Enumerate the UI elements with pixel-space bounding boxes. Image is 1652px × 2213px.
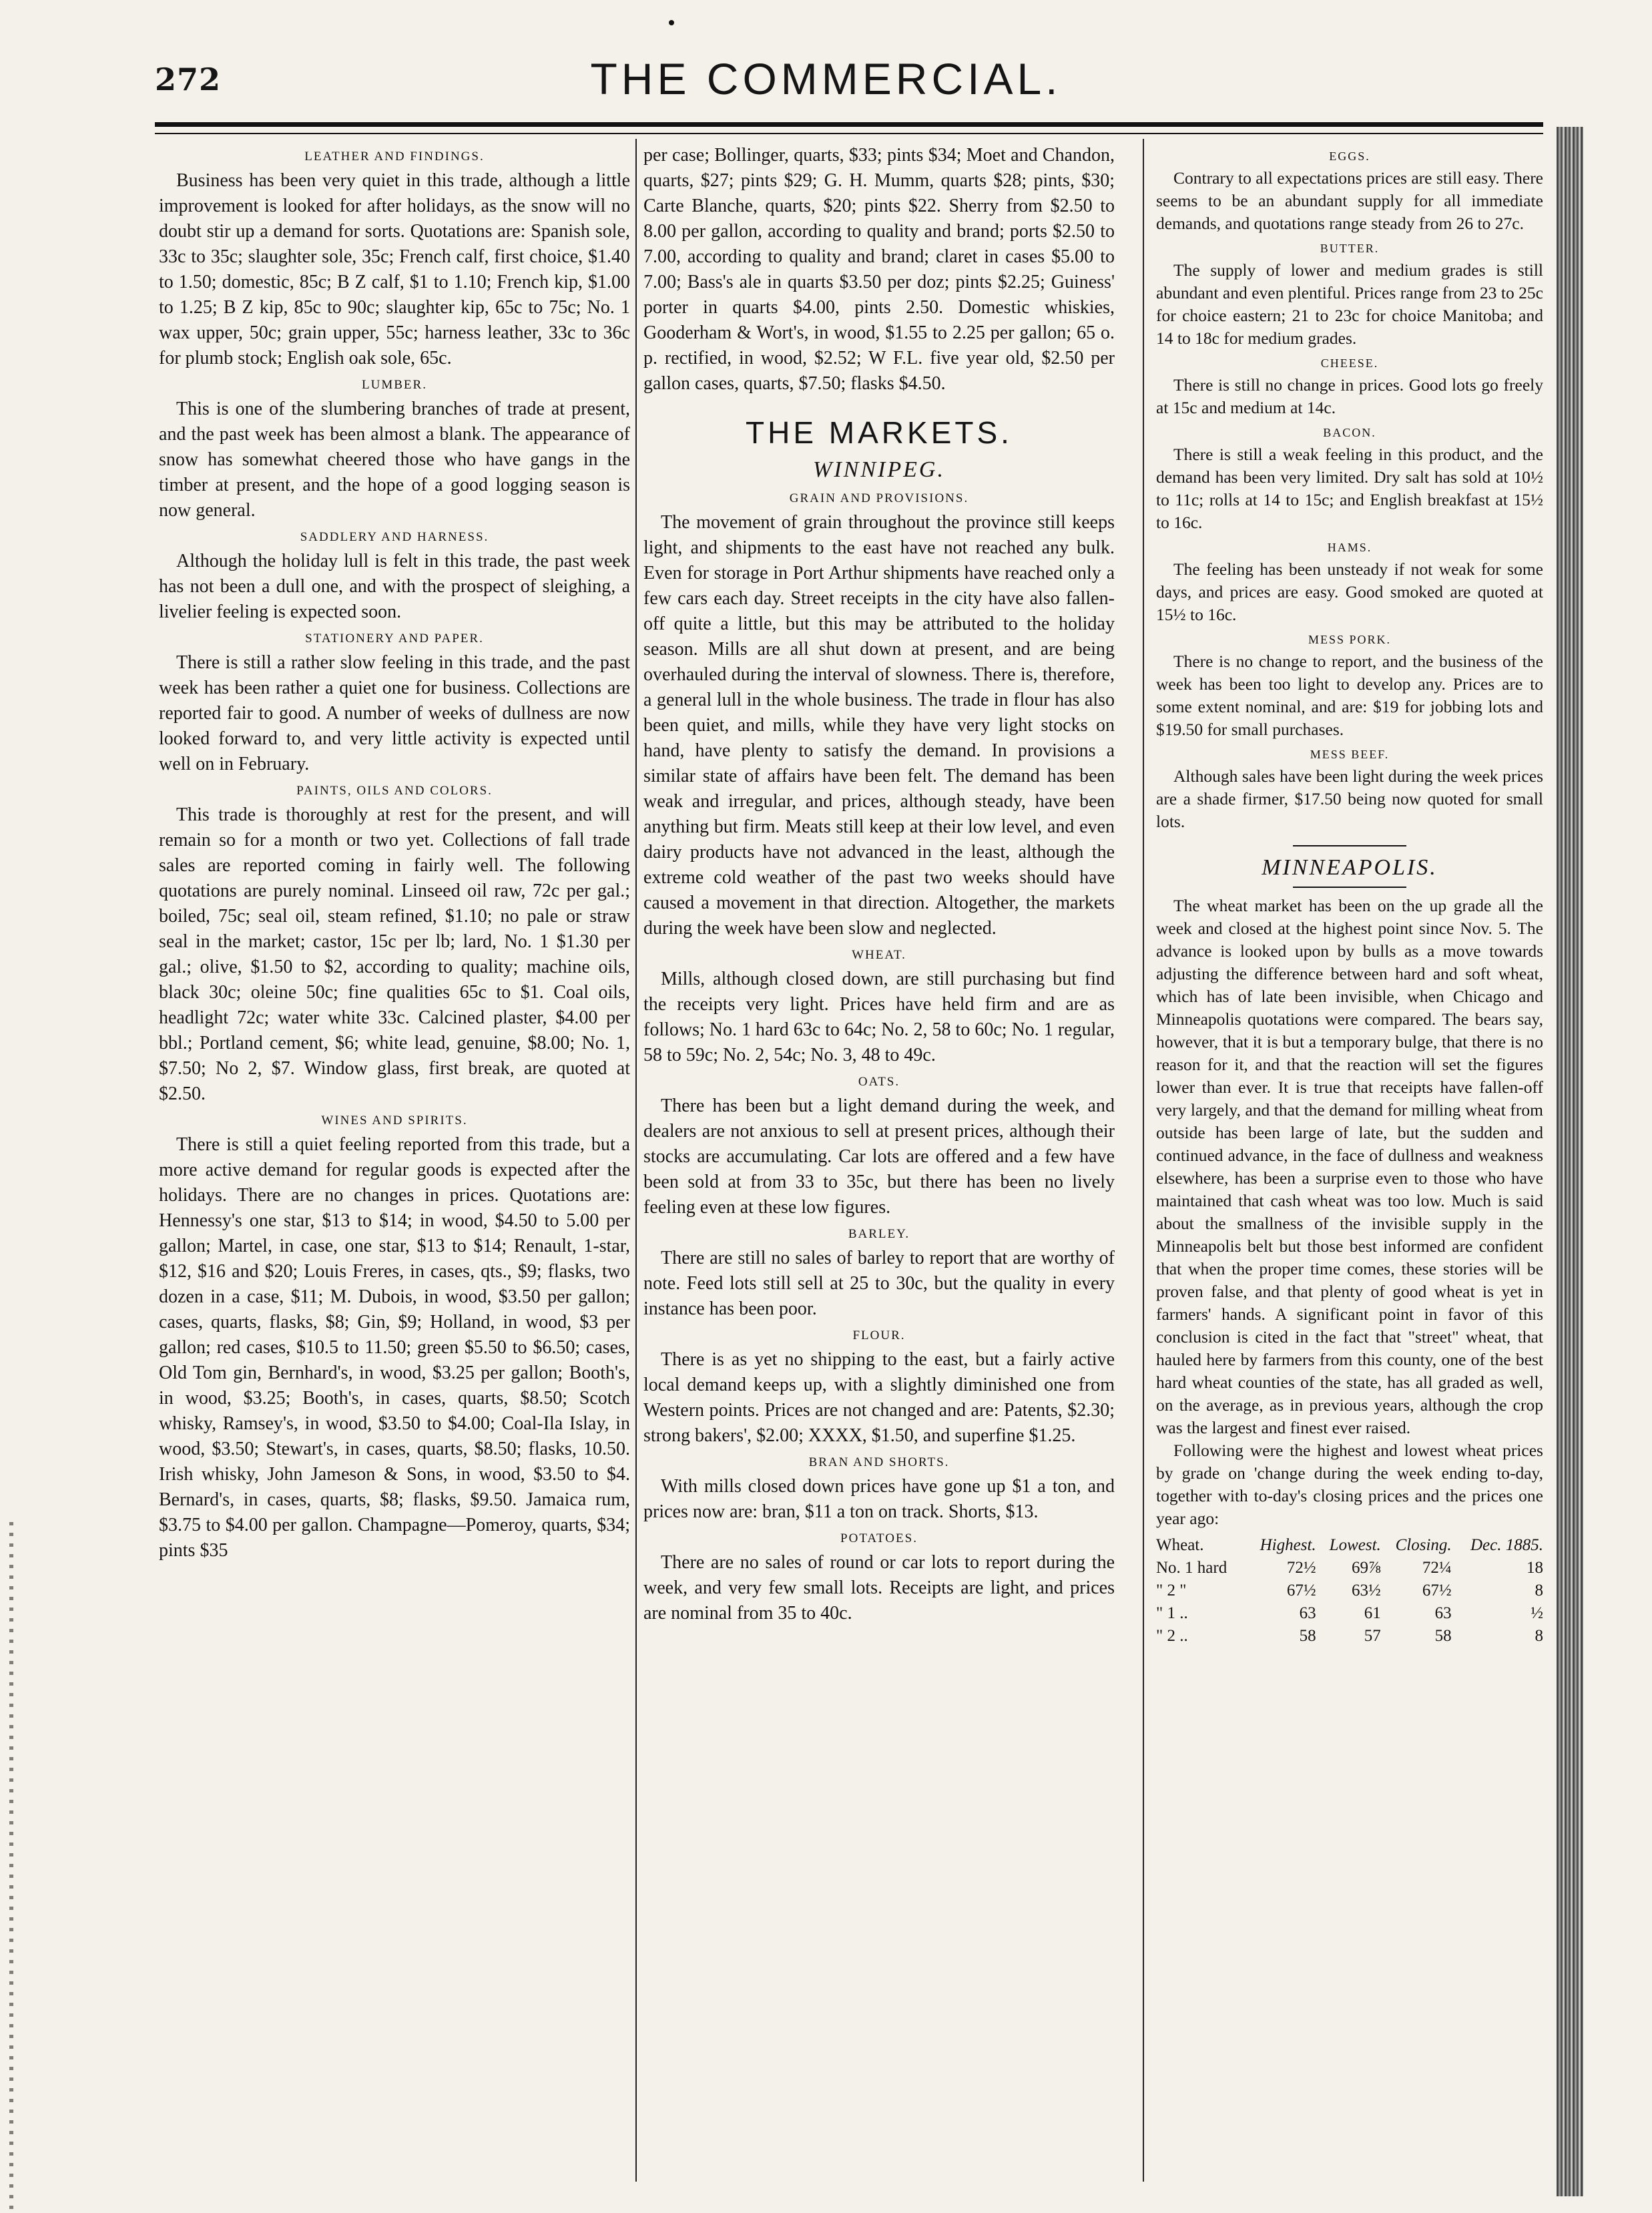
section-body: There is still no change in prices. Good lots go freely at 15c and medium at 14c.: [1156, 375, 1543, 417]
section-butter: [1156, 239, 1543, 350]
page-number: 272: [155, 61, 222, 97]
section-heading: STATIONERY AND PAPER.: [305, 632, 484, 646]
table-cell: 8: [1535, 1581, 1543, 1600]
section-heading: SADDLERY AND HARNESS.: [300, 530, 489, 544]
scan-edge-artifact: [1557, 127, 1583, 2196]
table-cell: ½: [1531, 1604, 1543, 1622]
minneapolis-paragraph: The wheat market has been on the up grade all the week and closed at the highest point since Nov. 5. The advance is looked upon by bulls as a move towards adjusting the difference between hard and soft wheat, which has of late been invisible, when Chicago and Minneapolis quotations were compared. The bears say, however, that it is but a temporary bulge, that there is no reason for it, and that the reaction will set the figures lower than ever. It is true that receipts have fallen-off very largely, and that the demand for milling wheat from outside has been large of late, but the sudden and continued advance, in the face of dullness and weakness elsewhere, has been a surprise even to those who have maintained that cash wheat was too low. Much is said about the smallness of the invisible supply in the Minneapolis belt but those best informed are confident that when the proper time comes, these stories will be proven false, and that plenty of good wheat is yet in farmers' hands. A significant point in favor of this conclusion is cited in the fact that "street" wheat, that hauled here by farmers from this county, one of the best hard wheat counties of the state, has all graded as well, on the average, as in previous years, although the crop was the largest and finest ever raised.: [1156, 896, 1543, 1437]
header-rule-thin: [155, 133, 1543, 134]
table-cell: 61: [1364, 1604, 1381, 1622]
city-heading-minneapolis: MINNEAPOLIS.: [1262, 855, 1438, 880]
section-body: There is still a quiet feeling reported from this trade, but a more active demand for regular goods is expected after the holidays. There are no changes in prices. Quotations are: Hennessy's one star, $13 to $14; in wood, $4.50 to 5.00 per gallon; Martel, in case, one star, $13 to $14; Renault, 1-star, $12, $16 and $20; Louis Freres, in cases, qts., $9; flasks, two dozen in a case, $11; M. Dubois, in wood, $3.50 per gallon; cases, quarts, flasks, $8; Gin, $9; Holland, in wood, $3 per gallon; red cases, $10.5 to 11.50; green $5.50 to $6.50; cases, Old Tom gin, Bernhard's, in wood, $3.25 per gallon; Booth's, in wood, $3.25; Booth's, in cases, quarts, $8.50; Scotch whisky, Ramsey's, in wood, $3.50 to $4.00; Coal-Ila Islay, in wood, $3.50; Stewart's, in cases, quarts, $8.50; flasks, 10.50. Irish whisky, John Jameson & Sons, in wood, $3.50 to $4. Bernard's, in cases, quarts, $8; flasks, $9.50. Jamaica rum, $3.75 to $4.00 per gallon. Champagne—Pomeroy, quarts, $34; pints $35: [159, 1134, 630, 1561]
section-divider: [1293, 845, 1406, 846]
table-cell: " 2 ..: [1156, 1627, 1188, 1645]
column-3: [1156, 143, 1543, 2179]
section-flour: [643, 1326, 1115, 1449]
section-body: There is as yet no shipping to the east, but a fairly active local demand keeps up, with a slightly diminished one from Western points. Prices are not changed and are: Patents, $2.30; strong bakers', $2.00; XXXX, $1.50, and superfine $1.25.: [643, 1349, 1115, 1446]
section-divider: [1293, 887, 1406, 888]
section-oats: [643, 1072, 1115, 1220]
scan-margin-marks: [9, 1522, 13, 2210]
markets-title: THE MARKETS.: [746, 415, 1013, 450]
masthead-title: THE COMMERCIAL.: [590, 54, 1062, 103]
section-saddlery: [159, 527, 630, 625]
table-cell: 67½: [1422, 1581, 1452, 1600]
table-row: [1156, 1579, 1543, 1602]
section-eggs: [1156, 147, 1543, 235]
section-heading: CHEESE.: [1320, 356, 1379, 370]
table-header-cell: Highest.: [1260, 1536, 1316, 1554]
section-body: Although sales have been light during the week prices are a shade firmer, $17.50 being now quoted for small lots.: [1156, 766, 1543, 831]
table-cell: 57: [1364, 1627, 1381, 1645]
table-cell: 69⅞: [1352, 1559, 1381, 1577]
section-body: There is still a rather slow feeling in this trade, and the past week has been rather a quiet one for business. Collections are reported fair to good. A number of weeks of dullness are now looked forward to, and very little activity is expected until well on in February.: [159, 652, 630, 774]
section-body: There are no sales of round or car lots to report during the week, and very few small lots. Receipts are light, and prices are nominal from 35 to 40c.: [643, 1552, 1115, 1624]
table-cell: 72¼: [1422, 1559, 1452, 1577]
section-heading: BACON.: [1323, 426, 1376, 439]
table-cell: 58: [1299, 1627, 1316, 1645]
section-heading: WHEAT.: [852, 948, 906, 962]
table-cell: 63: [1434, 1604, 1452, 1622]
city-heading-winnipeg: WINNIPEG.: [813, 457, 945, 482]
section-body: Mills, although closed down, are still purchasing but find the receipts very light. Prices have held firm and are as follows; No. 1 hard 63c to 64c; No. 2, 58 to 60c; No. 1 regular, 58 to 59c; No. 2, 54c; No. 3, 48 to 49c.: [643, 969, 1115, 1065]
section-heading: BARLEY.: [848, 1227, 910, 1241]
section-paints: [159, 781, 630, 1107]
section-lumber: [159, 375, 630, 523]
section-heading: BUTTER.: [1320, 242, 1380, 255]
section-body: There are still no sales of barley to report that are worthy of note. Feed lots still sell at 25 to 30c, but the quality in every instance has been poor.: [643, 1248, 1115, 1319]
table-cell: 63½: [1352, 1581, 1381, 1600]
section-bacon: [1156, 423, 1543, 534]
section-wheat: [643, 945, 1115, 1068]
ink-dot: [669, 20, 674, 25]
section-body: The feeling has been unsteady if not weak for some days, and prices are easy. Good smoked are quoted at 15½ to 16c.: [1156, 559, 1543, 624]
section-body: The supply of lower and medium grades is still abundant and even plentiful. Prices range from 23 to 25c for choice eastern; 21 to 23c for choice Manitoba; and 14 to 18c for medium grades.: [1156, 260, 1543, 348]
table-cell: 58: [1434, 1627, 1452, 1645]
table-row: [1156, 1602, 1543, 1625]
section-heading: FLOUR.: [852, 1328, 906, 1342]
section-body: Contrary to all expectations prices are still easy. There seems to be an abundant supply for all immediate demands, and quotations range steady from 26 to 27c.: [1156, 168, 1543, 233]
column-2: [643, 143, 1115, 2179]
section-hams: [1156, 538, 1543, 626]
header-rule-thick: [155, 122, 1543, 127]
section-heading: LUMBER.: [362, 378, 427, 392]
table-cell: 72½: [1286, 1559, 1316, 1577]
section-heading: PAINTS, OILS AND COLORS.: [296, 784, 493, 798]
section-heading: HAMS.: [1327, 541, 1372, 554]
section-body: With mills closed down prices have gone up $1 a ton, and prices now are: bran, $11 a ton on track. Shorts, $13.: [643, 1476, 1115, 1522]
table-header-cell: Closing.: [1395, 1536, 1452, 1554]
section-body: Business has been very quiet in this trade, although a little improvement is looked for after holidays, as the snow will no doubt stir up a demand for sorts. Quotations are: Spanish sole, 33c to 35c; slaughter sole, 35c; French calf, first choice, $1.40 to 1.50; domestic, 85c; B Z calf, $1 to 1.10; French kip, $1.00 to 1.25; B Z kip, 85c to 90c; slaughter kip, 65c to 75c; No. 1 wax upper, 50c; grain upper, 55c; harness leather, 33c to 36c for plumb stock; English oak sole, 65c.: [159, 170, 630, 368]
section-body: This trade is thoroughly at rest for the present, and will remain so for a month or two yet. Collections of fall trade sales are reported coming in fairly well. The following quotations are purely nominal. Linseed oil raw, 72c per gal.; boiled, 75c; seal oil, steam refined, $1.10; no pale or straw seal in the market; castor, 15c per lb; lard, No. 1 $1.30 per gal.; olive, $1.50 to $2, according to quality; machine oils, black 30c; oleine 50c; fine qualities 65c to $1. Coal oils, headlight 72c; water white 33c. Calcined plaster, $4.00 per bbl.; Portland cement, $6; white lead, genuine, $8.00; No. 1, $7.50; No 2, $7. Window glass, first break, are quoted at $2.50.: [159, 804, 630, 1104]
section-heading: OATS.: [858, 1075, 900, 1089]
table-cell: " 1 ..: [1156, 1604, 1188, 1622]
column-1: [159, 143, 630, 2179]
section-barley: [643, 1224, 1115, 1322]
section-heading: BRAN AND SHORTS.: [808, 1455, 950, 1469]
section-heading: MESS PORK.: [1308, 633, 1392, 646]
section-cheese: [1156, 354, 1543, 419]
table-cell: 8: [1535, 1627, 1543, 1645]
wheat-grades-table: [1156, 1534, 1543, 1648]
section-body: There has been but a light demand during the week, and dealers are not anxious to sell at present prices, although their stocks are accumulating. Car lots are offered and a few have been sold at from 33 to 35c, but there has been no lively feeling even at these low figures.: [643, 1095, 1115, 1218]
column-divider: [1143, 139, 1144, 2182]
section-leather: [159, 147, 630, 371]
minneapolis-paragraph: Following were the highest and lowest wheat prices by grade on 'change during the week ending to-day, together with to-day's closing prices and the prices one year ago:: [1156, 1441, 1543, 1528]
table-row: [1156, 1557, 1543, 1579]
table-cell: 18: [1527, 1559, 1543, 1577]
table-header-cell: Lowest.: [1329, 1536, 1381, 1554]
section-body: There is still a weak feeling in this product, and the demand has been very limited. Dry salt has sold at 10½ to 11c; rolls at 14 to 15c; and English breakfast at 15½ to 16c.: [1156, 445, 1543, 532]
section-heading: GRAIN AND PROVISIONS.: [789, 491, 969, 505]
section-mess-beef: [1156, 745, 1543, 833]
table-header-cell: Dec. 1885.: [1470, 1536, 1543, 1554]
section-heading: POTATOES.: [840, 1531, 918, 1545]
section-wines: [159, 1111, 630, 1563]
section-body: The movement of grain throughout the province still keeps light, and shipments to the east have not reached any bulk. Even for storage in Port Arthur shipments have reached only a few cars each day. Street receipts in the city have also fallen-off quite a little, but this may be attributed to the holiday season. Mills are all shut down at present, and are being overhauled during the interval of slowness. There is, therefore, a general lull in the whole business. The trade in flour has also been quiet, and mills, while they have very light stocks on hand, have plenty to satisfy the demand. In provisions a similar state of affairs have been felt. The demand has been weak and irregular, and prices, although steady, have been anything but firm. Meats still keep at their low level, and even dairy products have not advanced in the least, although the extreme cold weather of the past two weeks should have caused a movement in that direction. Altogether, the markets during the week have been slow and neglected.: [643, 512, 1115, 939]
section-grain: [643, 489, 1115, 941]
section-body: Although the holiday lull is felt in this trade, the past week has not been a dull one, and with the prospect of sleighing, a livelier feeling is expected soon.: [159, 551, 630, 622]
table-cell: No. 1 hard: [1156, 1559, 1227, 1577]
section-heading: MESS BEEF.: [1310, 748, 1390, 761]
column-divider: [635, 139, 637, 2182]
section-bran: [643, 1453, 1115, 1525]
section-heading: WINES AND SPIRITS.: [321, 1114, 468, 1128]
table-header-cell: Wheat.: [1156, 1536, 1204, 1554]
table-cell: " 2 ": [1156, 1581, 1187, 1600]
wines-continued: per case; Bollinger, quarts, $33; pints $34; Moet and Chandon, quarts, $27; pints $29; G. H. Mumm, quarts $28; pints, $30; Carte Blanche, quarts, $20; pints $22. Sherry from $2.50 to 8.00 per gallon, according to quality and brand; ports $2.50 to 7.00, according to quality and brand; claret in cases $5.00 to 7.00; Bass's ale in quarts $3.50 per doz; pints $2.25; Guiness' porter in quarts $4.00, pints 2.50. Domestic whiskies, Gooderham & Wort's, in wood, $1.55 to 2.25 per gallon; 65 o. p. rectified, in wood, $2.52; W F.L. five year old, $2.50 per gallon cases, quarts, $7.50; flasks $4.50.: [643, 145, 1115, 394]
section-body: There is no change to report, and the business of the week has been too light to develop any. Prices are to some extent nominal, and are: $19 for jobbing lots and $19.50 for small purchases.: [1156, 652, 1543, 739]
section-stationery: [159, 629, 630, 777]
section-body: This is one of the slumbering branches of trade at present, and the past week has been almost a blank. The appearance of snow has somewhat cheered those who have gangs in the timber at present, and the hope of a good logging season is now general.: [159, 399, 630, 521]
table-row: [1156, 1625, 1543, 1648]
section-heading: EGGS.: [1329, 150, 1370, 163]
section-mess-pork: [1156, 630, 1543, 741]
section-heading: LEATHER AND FINDINGS.: [304, 150, 485, 164]
table-cell: 63: [1299, 1604, 1316, 1622]
table-cell: 67½: [1286, 1581, 1316, 1600]
table-header-row: [1156, 1534, 1543, 1557]
section-potatoes: [643, 1529, 1115, 1626]
